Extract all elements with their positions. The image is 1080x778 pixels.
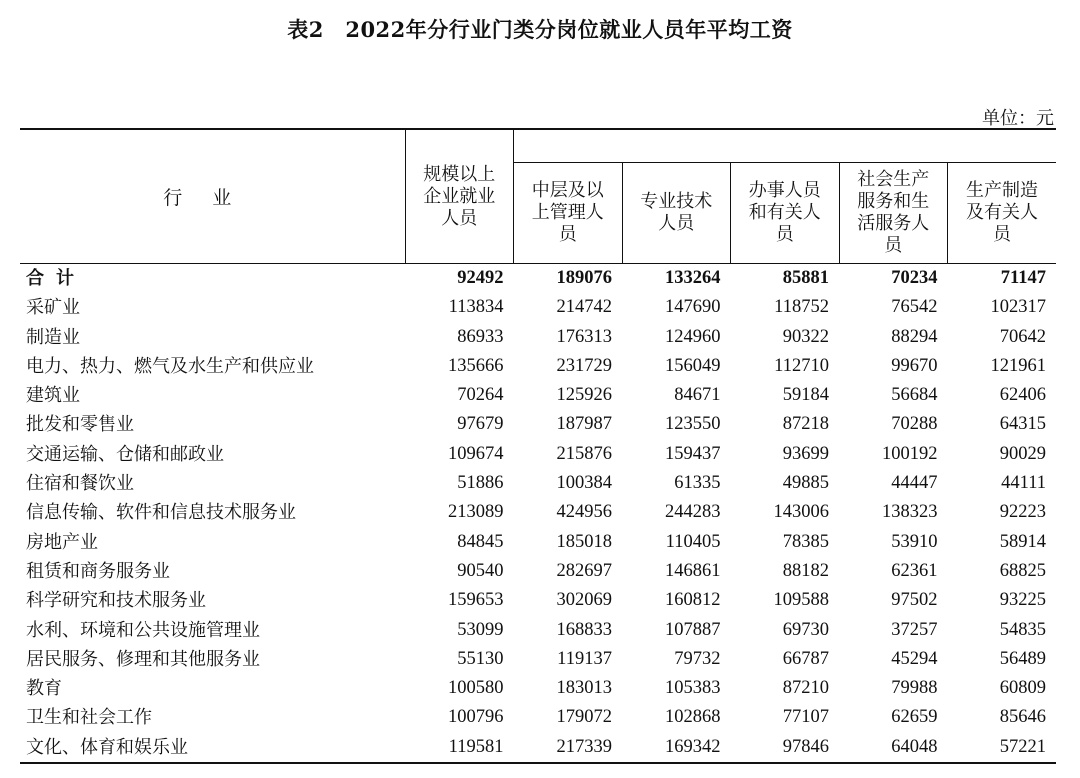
cell-value: 97846: [731, 733, 840, 763]
cell-value: 69730: [782, 619, 829, 640]
cell-value: 93225: [999, 590, 1047, 611]
cell-value: 244283: [665, 502, 721, 523]
cell-industry: 住宿和餐饮业: [26, 473, 134, 495]
cell-value: 179072: [556, 707, 612, 728]
cell-value: 100580: [448, 678, 504, 699]
table-row: [20, 293, 1056, 322]
cell-value: 124960: [665, 326, 721, 347]
cell-value: 49885: [782, 473, 829, 494]
table-row: [20, 674, 1056, 703]
cell-value: 87218: [782, 414, 829, 435]
header-spacer: [514, 129, 1057, 163]
cell-value: 138323: [882, 502, 938, 523]
cell-value: 70642: [999, 326, 1047, 347]
table-row-total: [20, 264, 1056, 294]
cell-value: 168833: [556, 619, 612, 640]
cell-value: 97679: [457, 414, 504, 435]
cell-value: 302069: [556, 590, 612, 611]
cell-value: 76542: [891, 297, 938, 318]
cell-value: 84671: [674, 385, 721, 406]
cell-value: 55130: [457, 648, 504, 669]
cell-value: 44447: [891, 473, 938, 494]
cell-value: 187987: [556, 414, 612, 435]
table-row: [20, 440, 1056, 469]
cell-value: 183013: [556, 678, 612, 699]
cell-industry: 文化、体育和娱乐业: [20, 733, 405, 763]
wage-table: [20, 128, 1056, 764]
header-total: [405, 129, 514, 264]
cell-value: 58914: [999, 531, 1047, 552]
cell-value: 147690: [665, 297, 721, 318]
unit-label: 单位：元: [982, 108, 1054, 129]
cell-value: 123550: [665, 414, 721, 435]
cell-industry: 采矿业: [26, 297, 80, 319]
table-row: [20, 498, 1056, 527]
cell-value: 112710: [774, 355, 829, 376]
table-row: [20, 645, 1056, 674]
cell-value: 113834: [448, 297, 504, 318]
cell-value: 107887: [665, 619, 721, 640]
cell-value: 125926: [556, 385, 612, 406]
cell-value: 56684: [891, 385, 938, 406]
cell-value: 78385: [782, 531, 829, 552]
table-row: [20, 616, 1056, 645]
cell-value: 70234: [891, 268, 938, 288]
cell-value: 100384: [556, 473, 612, 494]
cell-value: 70288: [891, 414, 938, 435]
cell-value: 61335: [674, 473, 721, 494]
table-title: 表2 2022年分行业门类分岗位就业人员年平均工资: [287, 17, 793, 42]
cell-industry: 批发和零售业: [26, 414, 134, 436]
cell-value: 99670: [891, 355, 938, 376]
table-row: [20, 733, 1056, 763]
cell-value: 68825: [999, 560, 1047, 581]
cell-value: 102868: [665, 707, 721, 728]
table-row: [20, 528, 1056, 557]
cell-value: 282697: [556, 560, 612, 581]
cell-value: 119137: [557, 648, 612, 669]
header-sub-management-text: 中层及以上管理人员: [531, 180, 604, 245]
cell-value: 146861: [665, 560, 721, 581]
cell-value: 93699: [782, 443, 829, 464]
cell-value: 105383: [665, 678, 721, 699]
cell-value: 143006: [773, 502, 829, 523]
cell-value: 85881: [782, 268, 829, 288]
cell-value: 64315: [999, 414, 1047, 435]
cell-value: 64048: [839, 733, 948, 763]
cell-value: 66787: [782, 648, 829, 669]
header-sub-service-text: 社会生产服务和生活服务人员: [857, 169, 930, 256]
cell-value: 37257: [891, 619, 938, 640]
cell-value: 85646: [999, 707, 1047, 728]
wage-table-container: [20, 128, 1056, 764]
cell-industry: 房地产业: [26, 531, 98, 553]
table-row: [20, 469, 1056, 498]
cell-value: 176313: [556, 326, 612, 347]
cell-value: 118752: [774, 297, 829, 318]
cell-value: 44111: [1001, 473, 1047, 494]
cell-value: 92492: [457, 268, 504, 288]
cell-value: 60809: [999, 678, 1047, 699]
table-header: [20, 129, 1056, 264]
cell-value: 156049: [665, 355, 721, 376]
cell-value: 86933: [457, 326, 504, 347]
cell-value: 217339: [514, 733, 623, 763]
cell-value: 185018: [556, 531, 612, 552]
table-row: [20, 557, 1056, 586]
cell-value: 92223: [999, 502, 1047, 523]
cell-value: 88294: [891, 326, 938, 347]
cell-industry: 合计: [26, 268, 86, 289]
table-row: [20, 703, 1056, 732]
cell-value: 59184: [782, 385, 829, 406]
cell-value: 169342: [622, 733, 731, 763]
cell-value: 97502: [891, 590, 938, 611]
cell-value: 159437: [665, 443, 721, 464]
cell-value: 70264: [457, 385, 504, 406]
cell-value: 159653: [448, 590, 504, 611]
cell-industry: 水利、环境和公共设施管理业: [26, 619, 260, 641]
cell-value: 57221: [948, 733, 1057, 763]
cell-value: 110405: [665, 531, 721, 552]
cell-value: 56489: [999, 648, 1047, 669]
cell-value: 135666: [448, 355, 504, 376]
cell-industry: 居民服务、修理和其他服务业: [26, 648, 260, 670]
header-sub-clerical-text: 办事人员和有关人员: [748, 180, 821, 245]
cell-value: 62406: [999, 385, 1047, 406]
header-sub-clerical: [731, 163, 840, 264]
cell-value: 88182: [782, 560, 829, 581]
header-sub-service: [839, 163, 948, 264]
cell-industry: 卫生和社会工作: [26, 707, 152, 729]
header-industry: 行业: [20, 129, 405, 264]
cell-industry: 交通运输、仓储和邮政业: [26, 443, 224, 465]
cell-value: 62659: [891, 707, 938, 728]
cell-value: 214742: [556, 297, 612, 318]
cell-value: 424956: [556, 502, 612, 523]
cell-value: 71147: [1000, 268, 1047, 288]
header-sub-production: [948, 163, 1057, 264]
cell-value: 45294: [891, 648, 938, 669]
cell-value: 119581: [405, 733, 514, 763]
cell-value: 53099: [457, 619, 504, 640]
cell-value: 109674: [448, 443, 504, 464]
cell-value: 54835: [999, 619, 1047, 640]
cell-value: 121961: [990, 355, 1047, 376]
cell-value: 79732: [674, 648, 721, 669]
table-row: [20, 323, 1056, 352]
header-sub-professional-text: 专业技术人员: [640, 191, 713, 234]
cell-value: 53910: [891, 531, 938, 552]
cell-value: 160812: [665, 590, 721, 611]
cell-value: 51886: [457, 473, 504, 494]
cell-value: 87210: [782, 678, 829, 699]
cell-value: 213089: [448, 502, 504, 523]
cell-value: 215876: [556, 443, 612, 464]
cell-value: 90029: [999, 443, 1047, 464]
cell-industry: 建筑业: [26, 385, 80, 407]
header-total-text: 规模以上企业就业人员: [423, 164, 496, 229]
table-row: [20, 381, 1056, 410]
header-sub-professional: [622, 163, 731, 264]
cell-value: 77107: [782, 707, 829, 728]
cell-industry: 科学研究和技术服务业: [26, 590, 206, 612]
cell-industry: 信息传输、软件和信息技术服务业: [26, 502, 296, 524]
cell-industry: 电力、热力、燃气及水生产和供应业: [26, 355, 314, 377]
table-body: [20, 264, 1056, 764]
cell-value: 62361: [891, 560, 938, 581]
header-sub-production-text: 生产制造及有关人员: [966, 180, 1039, 245]
cell-value: 100192: [882, 443, 938, 464]
table-row: [20, 410, 1056, 439]
cell-value: 90540: [457, 560, 504, 581]
cell-industry: 教育: [26, 678, 62, 700]
header-sub-management: [514, 163, 623, 264]
cell-value: 90322: [782, 326, 829, 347]
cell-value: 102317: [990, 297, 1047, 318]
cell-value: 231729: [556, 355, 612, 376]
cell-value: 79988: [891, 678, 938, 699]
cell-value: 84845: [457, 531, 504, 552]
cell-industry: 租赁和商务服务业: [26, 560, 170, 582]
cell-industry: 制造业: [26, 326, 80, 348]
cell-value: 109588: [773, 590, 829, 611]
cell-value: 189076: [556, 268, 612, 288]
table-row: [20, 352, 1056, 381]
table-row: [20, 586, 1056, 615]
cell-value: 133264: [665, 268, 721, 288]
cell-value: 100796: [448, 707, 504, 728]
